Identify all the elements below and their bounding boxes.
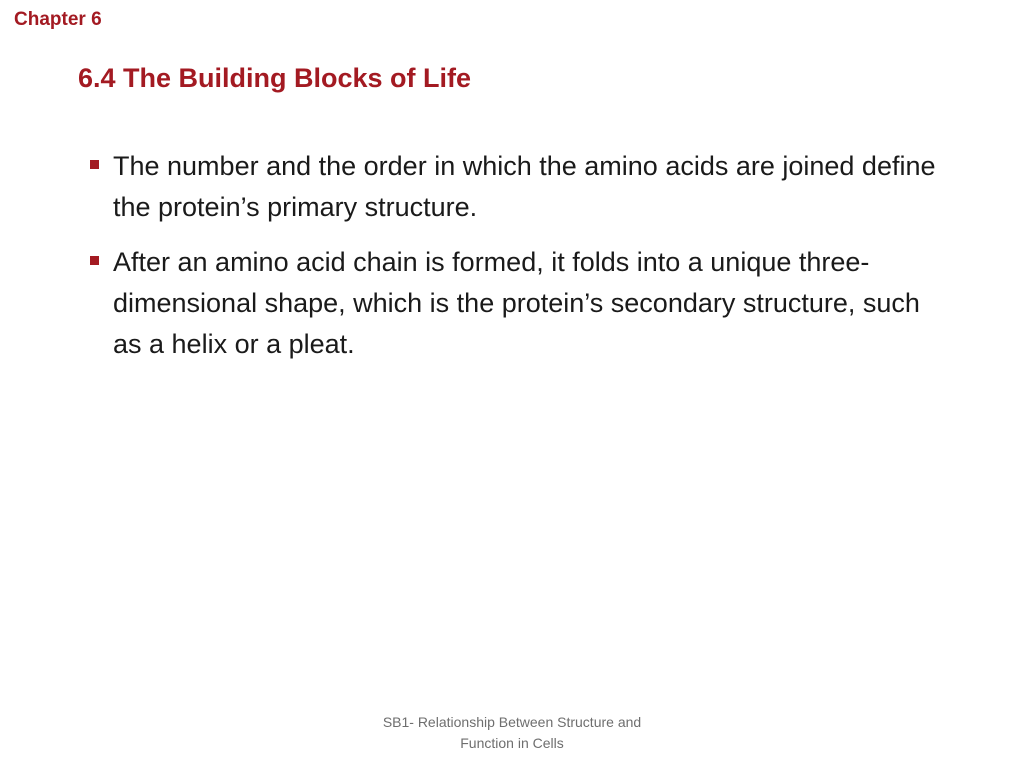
bullet-item — [88, 242, 948, 365]
slide-title: 6.4 The Building Blocks of Life — [78, 63, 472, 93]
bullet-item — [88, 146, 948, 228]
square-bullet-icon — [90, 256, 99, 265]
footer-line: SB1- Relationship Between Structure and — [382, 714, 642, 730]
bullet-list — [88, 146, 948, 379]
square-bullet-icon — [90, 160, 99, 169]
footer-line: Function in Cells — [460, 735, 564, 751]
chapter-label: Chapter 6 — [14, 9, 102, 30]
footer — [340, 712, 684, 754]
bullet-text: After an amino acid chain is formed, it folds into a unique three-dimensional shape, which is the protein’s secondary structure, such as a helix or a pleat. — [113, 247, 920, 359]
bullet-text: The number and the order in which the amino acids are joined define the protein’s primary structure. — [113, 151, 936, 222]
